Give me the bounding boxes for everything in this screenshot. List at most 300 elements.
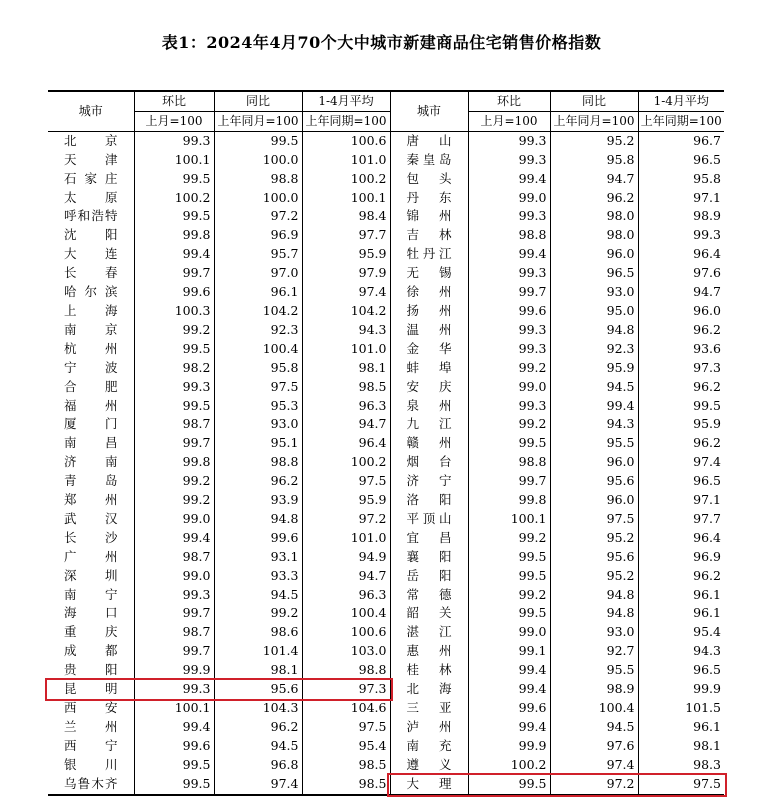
table-row — [48, 302, 724, 321]
yoy-value-right: 95.9 — [550, 359, 638, 378]
city-name-left: 昆 明 — [64, 681, 118, 697]
table-row — [48, 548, 724, 567]
city-name-right: 湛 江 — [390, 623, 468, 642]
avg-value-left: 94.7 — [302, 567, 390, 586]
table-row — [48, 415, 724, 434]
city-name-left: 武 汉 — [64, 510, 118, 526]
table-row — [48, 623, 724, 642]
table-row — [48, 737, 724, 756]
table-row — [48, 586, 724, 605]
table-row — [48, 340, 724, 359]
table-row — [48, 472, 724, 491]
yoy-value-right: 94.5 — [550, 718, 638, 737]
city-name-left: 兰 州 — [64, 718, 118, 734]
avg-value-right: 95.8 — [638, 170, 724, 189]
avg-value-right: 96.9 — [638, 548, 724, 567]
yoy-value-left: 104.2 — [214, 302, 302, 321]
yoy-value-right: 96.0 — [550, 491, 638, 510]
mom-value-left: 99.3 — [134, 680, 214, 699]
mom-value-left: 99.2 — [134, 321, 214, 340]
yoy-value-left: 96.2 — [214, 718, 302, 737]
yoy-value-left: 94.5 — [214, 737, 302, 756]
city-name-left: 青 岛 — [64, 473, 118, 489]
mom-value-right: 99.4 — [468, 661, 550, 680]
yoy-value-left: 96.1 — [214, 283, 302, 302]
yoy-value-right: 95.8 — [550, 151, 638, 170]
price-index-table — [48, 90, 724, 796]
avg-value-right: 96.4 — [638, 529, 724, 548]
yoy-value-right: 95.6 — [550, 472, 638, 491]
avg-value-right: 96.5 — [638, 151, 724, 170]
mom-value-right: 99.1 — [468, 642, 550, 661]
avg-value-left: 100.1 — [302, 189, 390, 208]
city-name-right: 无 锡 — [390, 264, 468, 283]
city-name-left: 天 津 — [64, 151, 118, 167]
yoy-value-left: 104.3 — [214, 699, 302, 718]
avg-value-left: 101.0 — [302, 529, 390, 548]
mom-value-left: 99.5 — [134, 207, 214, 226]
avg-value-right: 99.9 — [638, 680, 724, 699]
yoy-value-right: 96.5 — [550, 264, 638, 283]
mom-value-right: 98.8 — [468, 226, 550, 245]
avg-value-right: 97.1 — [638, 189, 724, 208]
city-name-right: 蚌 埠 — [390, 359, 468, 378]
yoy-value-right: 94.8 — [550, 586, 638, 605]
mom-value-right: 99.3 — [468, 264, 550, 283]
city-name-right: 牡丹江 — [390, 245, 468, 264]
mom-value-right: 99.4 — [468, 680, 550, 699]
table-title: 表1：2024年4月70个大中城市新建商品住宅销售价格指数 — [161, 33, 602, 52]
yoy-value-left: 96.9 — [214, 226, 302, 245]
yoy-value-right: 98.0 — [550, 207, 638, 226]
avg-value-right: 96.5 — [638, 472, 724, 491]
avg-value-right: 96.1 — [638, 604, 724, 623]
avg-value-right: 96.2 — [638, 567, 724, 586]
mom-value-right: 99.4 — [468, 718, 550, 737]
mom-value-left: 99.7 — [134, 434, 214, 453]
city-name-right: 赣 州 — [390, 434, 468, 453]
city-name-left: 上 海 — [64, 302, 118, 318]
avg-value-right: 93.6 — [638, 340, 724, 359]
yoy-value-left: 96.2 — [214, 472, 302, 491]
table-row — [48, 151, 724, 170]
yoy-value-right: 94.3 — [550, 415, 638, 434]
city-name-left: 郑 州 — [64, 492, 118, 508]
avg-value-right: 95.9 — [638, 415, 724, 434]
city-name-left: 石家庄 — [64, 170, 118, 186]
mom-value-left: 98.7 — [134, 623, 214, 642]
mom-value-right: 99.2 — [468, 415, 550, 434]
city-name-right: 秦皇岛 — [390, 151, 468, 170]
yoy-value-left: 93.1 — [214, 548, 302, 567]
yoy-value-right: 95.5 — [550, 661, 638, 680]
mom-value-left: 99.3 — [134, 586, 214, 605]
city-name-left: 南 京 — [64, 321, 118, 337]
mom-value-left: 99.7 — [134, 604, 214, 623]
mom-value-right: 99.3 — [468, 340, 550, 359]
header-mom-right: 环比 — [468, 91, 550, 111]
mom-value-right: 99.3 — [468, 397, 550, 416]
yoy-value-right: 99.4 — [550, 397, 638, 416]
avg-value-right: 99.3 — [638, 226, 724, 245]
yoy-value-left: 97.2 — [214, 207, 302, 226]
city-name-right: 洛 阳 — [390, 491, 468, 510]
mom-value-right: 100.2 — [468, 756, 550, 775]
table-row — [48, 529, 724, 548]
table-row — [48, 397, 724, 416]
header-avg-right: 1-4月平均 — [638, 91, 724, 111]
mom-value-left: 99.6 — [134, 283, 214, 302]
table-row — [48, 567, 724, 586]
yoy-value-left: 99.5 — [214, 131, 302, 150]
avg-value-left: 101.0 — [302, 340, 390, 359]
header-row-main — [48, 91, 724, 111]
city-name-right: 徐 州 — [390, 283, 468, 302]
city-name-left: 厦 门 — [64, 416, 118, 432]
avg-value-right: 96.2 — [638, 321, 724, 340]
table-row — [48, 661, 724, 680]
city-name-left: 西 安 — [64, 700, 118, 715]
table-row — [48, 699, 724, 718]
avg-value-left: 100.4 — [302, 604, 390, 623]
header-city-right: 城市 — [390, 91, 468, 131]
yoy-value-right: 95.0 — [550, 302, 638, 321]
city-name-left: 宁 波 — [64, 359, 118, 375]
mom-value-left: 100.1 — [134, 699, 214, 718]
mom-value-right: 99.5 — [468, 604, 550, 623]
table-row — [48, 207, 724, 226]
mom-value-right: 99.7 — [468, 283, 550, 302]
avg-value-left: 94.7 — [302, 415, 390, 434]
table-row — [48, 680, 724, 699]
mom-value-left: 99.9 — [134, 661, 214, 680]
yoy-value-right: 95.5 — [550, 434, 638, 453]
avg-value-right: 101.5 — [638, 699, 724, 718]
city-name-right: 桂 林 — [390, 661, 468, 680]
city-name-left: 杭 州 — [64, 340, 118, 356]
avg-value-left: 100.6 — [302, 623, 390, 642]
mom-value-left: 99.4 — [134, 529, 214, 548]
city-name-left: 广 州 — [64, 548, 118, 564]
avg-value-left: 104.6 — [302, 699, 390, 718]
avg-value-right: 96.2 — [638, 434, 724, 453]
avg-value-right: 97.7 — [638, 510, 724, 529]
yoy-value-left: 96.8 — [214, 756, 302, 775]
avg-value-right: 95.4 — [638, 623, 724, 642]
mom-value-left: 100.1 — [134, 151, 214, 170]
avg-value-left: 104.2 — [302, 302, 390, 321]
avg-value-right: 96.1 — [638, 586, 724, 605]
subheader-mom-right: 上月=100 — [468, 111, 550, 131]
avg-value-right: 99.5 — [638, 397, 724, 416]
mom-value-left: 99.5 — [134, 756, 214, 775]
mom-value-right: 99.4 — [468, 170, 550, 189]
table-row — [48, 775, 724, 795]
subheader-mom-left: 上月=100 — [134, 111, 214, 131]
city-name-left: 合 肥 — [64, 378, 118, 394]
mom-value-left: 98.7 — [134, 415, 214, 434]
mom-value-left: 99.8 — [134, 453, 214, 472]
avg-value-left: 94.3 — [302, 321, 390, 340]
yoy-value-right: 92.3 — [550, 340, 638, 359]
yoy-value-left: 99.2 — [214, 604, 302, 623]
avg-value-left: 98.1 — [302, 359, 390, 378]
city-name-right: 烟 台 — [390, 453, 468, 472]
yoy-value-left: 97.5 — [214, 378, 302, 397]
mom-value-left: 100.3 — [134, 302, 214, 321]
city-name-left: 哈尔滨 — [64, 284, 118, 300]
city-name-right: 泸 州 — [390, 718, 468, 737]
mom-value-right: 100.1 — [468, 510, 550, 529]
city-name-left: 乌鲁木齐 — [48, 775, 134, 795]
mom-value-right: 99.3 — [468, 131, 550, 150]
yoy-value-left: 95.8 — [214, 359, 302, 378]
mom-value-left: 99.4 — [134, 245, 214, 264]
yoy-value-left: 93.3 — [214, 567, 302, 586]
city-name-right: 南 充 — [390, 737, 468, 756]
avg-value-right: 97.4 — [638, 453, 724, 472]
mom-value-left: 99.7 — [134, 264, 214, 283]
yoy-value-right: 97.5 — [550, 510, 638, 529]
avg-value-left: 101.0 — [302, 151, 390, 170]
avg-value-right: 96.7 — [638, 131, 724, 150]
yoy-value-right: 93.0 — [550, 623, 638, 642]
avg-value-left: 95.4 — [302, 737, 390, 756]
yoy-value-right: 95.6 — [550, 548, 638, 567]
yoy-value-left: 95.7 — [214, 245, 302, 264]
city-name-right: 丹 东 — [390, 189, 468, 208]
avg-value-left: 103.0 — [302, 642, 390, 661]
yoy-value-left: 98.1 — [214, 661, 302, 680]
header-yoy-right: 同比 — [550, 91, 638, 111]
city-name-right: 九 江 — [390, 415, 468, 434]
avg-value-left: 97.5 — [302, 472, 390, 491]
yoy-value-left: 95.6 — [214, 680, 302, 699]
avg-value-left: 97.4 — [302, 283, 390, 302]
avg-value-right: 94.7 — [638, 283, 724, 302]
yoy-value-right: 94.7 — [550, 170, 638, 189]
yoy-value-right: 95.2 — [550, 567, 638, 586]
subheader-yoy-left: 上年同月=100 — [214, 111, 302, 131]
header-avg-left: 1-4月平均 — [302, 91, 390, 111]
avg-value-right: 96.1 — [638, 718, 724, 737]
avg-value-right: 96.0 — [638, 302, 724, 321]
yoy-value-left: 98.8 — [214, 453, 302, 472]
city-name-left: 西 宁 — [64, 737, 118, 753]
mom-value-right: 99.2 — [468, 586, 550, 605]
city-name-left: 沈 阳 — [64, 227, 118, 243]
avg-value-left: 97.3 — [302, 680, 390, 699]
avg-value-left: 96.3 — [302, 397, 390, 416]
city-name-left: 海 口 — [64, 605, 118, 621]
avg-value-left: 98.5 — [302, 378, 390, 397]
mom-value-right: 99.2 — [468, 359, 550, 378]
yoy-value-right: 92.7 — [550, 642, 638, 661]
city-name-left: 长 沙 — [64, 529, 118, 545]
mom-value-left: 100.2 — [134, 189, 214, 208]
mom-value-right: 99.3 — [468, 151, 550, 170]
mom-value-right: 99.5 — [468, 548, 550, 567]
yoy-value-right: 97.4 — [550, 756, 638, 775]
avg-value-right: 98.1 — [638, 737, 724, 756]
mom-value-left: 99.5 — [134, 340, 214, 359]
avg-value-left: 98.5 — [302, 775, 390, 795]
city-name-right: 韶 关 — [390, 604, 468, 623]
yoy-value-right: 98.0 — [550, 226, 638, 245]
avg-value-right: 96.2 — [638, 378, 724, 397]
table-body — [48, 131, 724, 794]
mom-value-right: 99.0 — [468, 378, 550, 397]
avg-value-left: 96.4 — [302, 434, 390, 453]
yoy-value-right: 100.4 — [550, 699, 638, 718]
city-name-right: 锦 州 — [390, 207, 468, 226]
city-name-right: 吉 林 — [390, 226, 468, 245]
mom-value-right: 99.7 — [468, 472, 550, 491]
avg-value-right: 97.6 — [638, 264, 724, 283]
table-row — [48, 378, 724, 397]
yoy-value-right: 93.0 — [550, 283, 638, 302]
city-name-right: 扬 州 — [390, 302, 468, 321]
avg-value-left: 100.2 — [302, 453, 390, 472]
table-row — [48, 718, 724, 737]
mom-value-left: 99.5 — [134, 397, 214, 416]
avg-value-left: 98.4 — [302, 207, 390, 226]
yoy-value-left: 100.0 — [214, 151, 302, 170]
mom-value-left: 99.5 — [134, 170, 214, 189]
mom-value-right: 99.5 — [468, 434, 550, 453]
yoy-value-left: 97.0 — [214, 264, 302, 283]
yoy-value-left: 93.9 — [214, 491, 302, 510]
avg-value-right: 98.9 — [638, 207, 724, 226]
avg-value-right: 98.3 — [638, 756, 724, 775]
city-name-left: 济 南 — [64, 454, 118, 470]
city-name-right: 三 亚 — [390, 699, 468, 718]
mom-value-right: 99.2 — [468, 529, 550, 548]
yoy-value-right: 95.2 — [550, 529, 638, 548]
yoy-value-right: 94.8 — [550, 321, 638, 340]
city-name-left: 南 宁 — [64, 586, 118, 602]
avg-value-left: 96.3 — [302, 586, 390, 605]
yoy-value-left: 100.4 — [214, 340, 302, 359]
yoy-value-left: 94.8 — [214, 510, 302, 529]
city-name-right: 金 华 — [390, 340, 468, 359]
yoy-value-right: 94.8 — [550, 604, 638, 623]
mom-value-left: 99.2 — [134, 491, 214, 510]
avg-value-left: 97.5 — [302, 718, 390, 737]
mom-value-right: 99.4 — [468, 245, 550, 264]
city-name-right: 宜 昌 — [390, 529, 468, 548]
header-mom-left: 环比 — [134, 91, 214, 111]
avg-value-left: 100.6 — [302, 131, 390, 150]
yoy-value-left: 101.4 — [214, 642, 302, 661]
city-name-right: 惠 州 — [390, 642, 468, 661]
avg-value-right: 97.5 — [638, 775, 724, 795]
city-name-right: 岳 阳 — [390, 567, 468, 586]
table-row — [48, 359, 724, 378]
yoy-value-right: 98.9 — [550, 680, 638, 699]
city-name-right: 包 头 — [390, 170, 468, 189]
city-name-left: 福 州 — [64, 397, 118, 413]
yoy-value-left: 95.1 — [214, 434, 302, 453]
mom-value-left: 99.7 — [134, 642, 214, 661]
table-row — [48, 245, 724, 264]
city-name-right: 襄 阳 — [390, 548, 468, 567]
table-row — [48, 170, 724, 189]
city-name-left: 太 原 — [64, 189, 118, 205]
table-row — [48, 264, 724, 283]
avg-value-left: 94.9 — [302, 548, 390, 567]
city-name-right: 安 庆 — [390, 378, 468, 397]
mom-value-right: 99.6 — [468, 699, 550, 718]
mom-value-left: 99.6 — [134, 737, 214, 756]
city-name-right: 平顶山 — [390, 510, 468, 529]
header-yoy-left: 同比 — [214, 91, 302, 111]
city-name-right: 泉 州 — [390, 397, 468, 416]
mom-value-left: 99.0 — [134, 510, 214, 529]
table-row — [48, 434, 724, 453]
avg-value-left: 98.5 — [302, 756, 390, 775]
header-row-sub — [48, 111, 724, 131]
mom-value-left: 99.3 — [134, 131, 214, 150]
subheader-yoy-right: 上年同月=100 — [550, 111, 638, 131]
table-row — [48, 604, 724, 623]
avg-value-left: 97.7 — [302, 226, 390, 245]
avg-value-right: 94.3 — [638, 642, 724, 661]
table-row — [48, 510, 724, 529]
mom-value-left: 99.4 — [134, 718, 214, 737]
city-name-left: 银 川 — [64, 756, 118, 772]
subheader-avg-left: 上年同期=100 — [302, 111, 390, 131]
mom-value-right: 99.8 — [468, 491, 550, 510]
mom-value-right: 99.3 — [468, 321, 550, 340]
mom-value-left: 99.5 — [134, 775, 214, 795]
mom-value-right: 99.3 — [468, 207, 550, 226]
yoy-value-left: 93.0 — [214, 415, 302, 434]
city-name-left: 深 圳 — [64, 567, 118, 583]
mom-value-right: 99.0 — [468, 189, 550, 208]
table-row — [48, 642, 724, 661]
city-name-left: 重 庆 — [64, 624, 118, 640]
avg-value-right: 97.3 — [638, 359, 724, 378]
subheader-avg-right: 上年同期=100 — [638, 111, 724, 131]
avg-value-left: 100.2 — [302, 170, 390, 189]
mom-value-right: 99.5 — [468, 567, 550, 586]
table-row — [48, 491, 724, 510]
city-name-left: 大 连 — [64, 246, 118, 262]
mom-value-right: 99.5 — [468, 775, 550, 795]
city-name-left: 长 春 — [64, 265, 118, 281]
yoy-value-right: 94.5 — [550, 378, 638, 397]
table-row — [48, 453, 724, 472]
avg-value-left: 97.2 — [302, 510, 390, 529]
mom-value-left: 98.2 — [134, 359, 214, 378]
city-name-left: 北 京 — [64, 132, 118, 148]
table-row — [48, 226, 724, 245]
city-name-right: 遵 义 — [390, 756, 468, 775]
yoy-value-left: 92.3 — [214, 321, 302, 340]
mom-value-right: 99.6 — [468, 302, 550, 321]
header-city-left: 城市 — [48, 91, 134, 131]
mom-value-left: 99.2 — [134, 472, 214, 491]
avg-value-right: 96.4 — [638, 245, 724, 264]
mom-value-left: 99.3 — [134, 378, 214, 397]
table-row — [48, 756, 724, 775]
table-row — [48, 189, 724, 208]
yoy-value-right: 97.2 — [550, 775, 638, 795]
yoy-value-left: 98.8 — [214, 170, 302, 189]
yoy-value-right: 95.2 — [550, 131, 638, 150]
yoy-value-left: 100.0 — [214, 189, 302, 208]
